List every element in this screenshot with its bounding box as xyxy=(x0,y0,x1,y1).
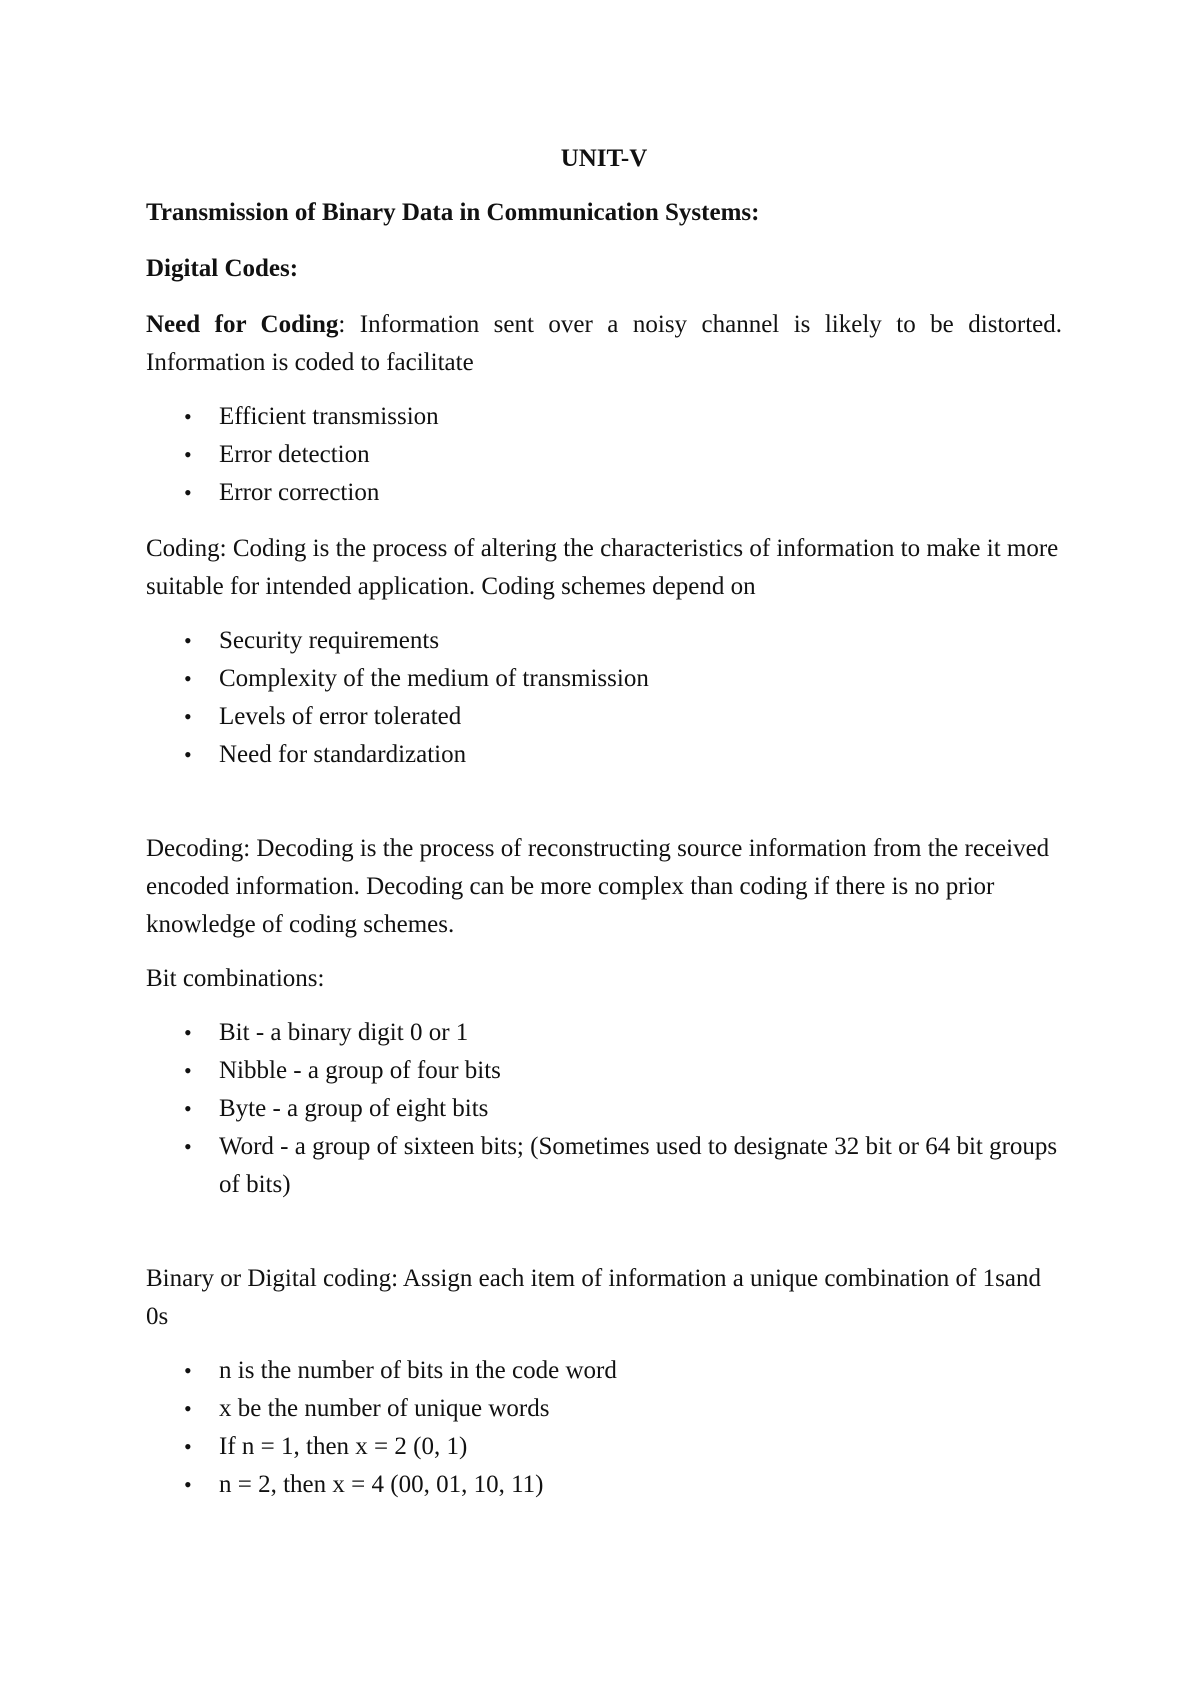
coding-schemes-list xyxy=(146,622,1062,774)
document-page xyxy=(146,140,1062,1522)
coding-purpose-list xyxy=(146,398,1062,512)
bullet-icon: • xyxy=(184,742,192,767)
bullet-icon: • xyxy=(184,1434,192,1459)
binary-coding-list xyxy=(146,1352,1062,1504)
list-item: • x be the number of unique words xyxy=(146,1390,1062,1428)
decoding-paragraph: Decoding: Decoding is the process of reconstructing source information from the received encoded information. Decoding can be more complex than coding if there is no prior knowledge of coding schemes. xyxy=(146,835,1050,938)
need-for-coding-paragraph xyxy=(146,306,1062,382)
coding-paragraph: Coding: Coding is the process of altering the characteristics of information to make it more suitable for intended application. Coding schemes depend on xyxy=(146,535,1059,600)
list-item: • If n = 1, then x = 2 (0, 1) xyxy=(146,1428,1062,1466)
bullet-icon: • xyxy=(184,628,192,653)
list-item: • Error detection xyxy=(146,436,1062,474)
list-item: • Nibble - a group of four bits xyxy=(146,1052,1062,1090)
bullet-icon: • xyxy=(184,1058,192,1083)
bullet-icon: • xyxy=(184,442,192,467)
list-item: • Bit - a binary digit 0 or 1 xyxy=(146,1014,1062,1052)
bullet-icon: • xyxy=(184,1358,192,1383)
spacer xyxy=(146,1222,1062,1260)
list-item: • Error correction xyxy=(146,474,1062,512)
list-item: • Levels of error tolerated xyxy=(146,698,1062,736)
bullet-icon: • xyxy=(184,1134,192,1159)
list-item: • Byte - a group of eight bits xyxy=(146,1090,1062,1128)
need-for-coding-label: Need for Coding xyxy=(146,311,339,338)
list-item: • n = 2, then x = 4 (00, 01, 10, 11) xyxy=(146,1466,1062,1504)
bullet-icon: • xyxy=(184,1020,192,1045)
bullet-icon: • xyxy=(184,704,192,729)
list-item: • Word - a group of sixteen bits; (Sometimes used to designate 32 bit or 64 bit groups of bits) xyxy=(146,1128,1062,1204)
list-item: • Security requirements xyxy=(146,622,1062,660)
need-for-coding-text: : Information sent over a noisy channel is likely to be distorted. Information is coded to facilitate xyxy=(146,311,1062,376)
unit-title: UNIT-V xyxy=(560,145,648,172)
binary-coding-paragraph: Binary or Digital coding: Assign each item of information a unique combination of 1sand 0s xyxy=(146,1265,1041,1330)
bit-combinations-list xyxy=(146,1014,1062,1204)
list-item: • Efficient transmission xyxy=(146,398,1062,436)
bit-combinations-heading: Bit combinations: xyxy=(146,965,325,992)
bullet-icon: • xyxy=(184,480,192,505)
bullet-icon: • xyxy=(184,666,192,691)
bullet-icon: • xyxy=(184,1472,192,1497)
subheading-digital-codes: Digital Codes: xyxy=(146,255,299,282)
section-heading: Transmission of Binary Data in Communication Systems: xyxy=(146,199,760,226)
bullet-icon: • xyxy=(184,404,192,429)
list-item: • Need for standardization xyxy=(146,736,1062,774)
bullet-icon: • xyxy=(184,1096,192,1121)
list-item: • Complexity of the medium of transmission xyxy=(146,660,1062,698)
spacer xyxy=(146,792,1062,830)
list-item: • n is the number of bits in the code word xyxy=(146,1352,1062,1390)
bullet-icon: • xyxy=(184,1396,192,1421)
